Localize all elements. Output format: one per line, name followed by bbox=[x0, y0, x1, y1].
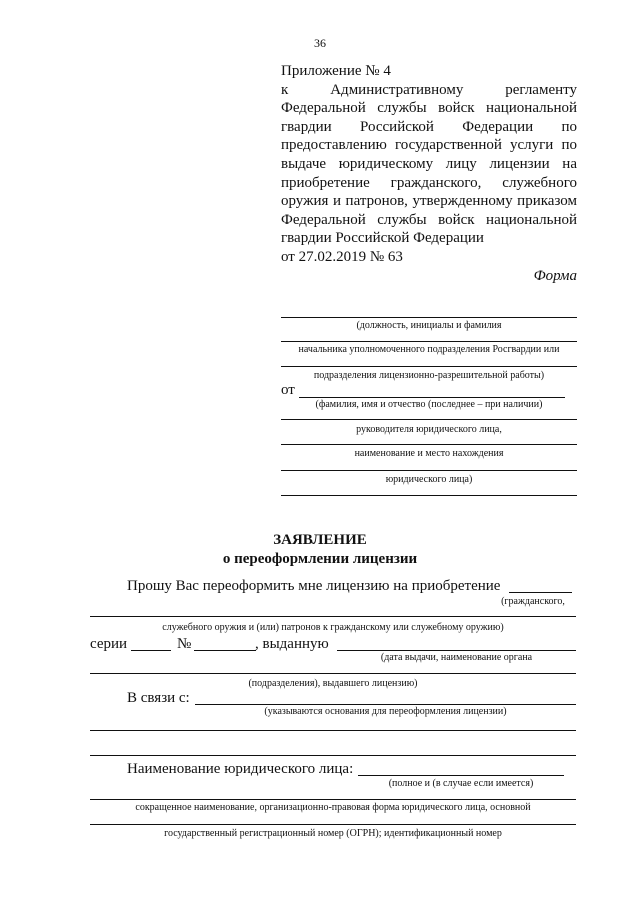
caption-reason: (указываются основания для переоформления лицензии) bbox=[264, 706, 507, 717]
reason-label: В связи с: bbox=[127, 690, 190, 706]
appendix-line: приобретение гражданского, служебного bbox=[281, 174, 577, 191]
appendix-block bbox=[281, 62, 577, 267]
appendix-line: к Административному регламенту bbox=[281, 81, 577, 98]
addressee-line-1[interactable] bbox=[281, 317, 577, 318]
number-label: № bbox=[177, 636, 192, 652]
document-subtitle: о переоформлении лицензии bbox=[222, 551, 418, 567]
caption-full-name: (полное и (в случае если имеется) bbox=[388, 778, 534, 789]
caption-civil: (гражданского, bbox=[501, 596, 565, 607]
appendix-line: Федеральной службы войск национальной bbox=[281, 100, 577, 117]
entity-line-2[interactable] bbox=[90, 799, 576, 800]
number-input-line[interactable] bbox=[194, 650, 256, 651]
appendix-line: гвардии Российской Федерации bbox=[281, 230, 484, 247]
reason-line-2[interactable] bbox=[90, 730, 576, 731]
series-label: серии bbox=[90, 636, 128, 652]
issuing-unit-line[interactable] bbox=[90, 673, 576, 674]
applicant-caption-entity: юридического лица) bbox=[385, 474, 473, 485]
addressee-line-2[interactable] bbox=[281, 341, 577, 342]
request-text: Прошу Вас переоформить мне лицензию на приобретение bbox=[127, 578, 501, 594]
entity-label: Наименование юридического лица: bbox=[127, 761, 354, 777]
applicant-line-3[interactable] bbox=[281, 444, 577, 445]
reason-input-line[interactable] bbox=[195, 704, 576, 705]
page-number: 36 bbox=[314, 36, 326, 50]
document-title: ЗАЯВЛЕНИЕ bbox=[273, 532, 367, 548]
entity-line-3[interactable] bbox=[90, 824, 576, 825]
series-input-line[interactable] bbox=[131, 650, 171, 651]
addressee-caption-position: (должность, инициалы и фамилия bbox=[356, 320, 502, 331]
applicant-line-4[interactable] bbox=[281, 470, 577, 471]
caption-weapon: служебного оружия и (или) патронов к гражданскому или служебному оружию) bbox=[162, 622, 504, 633]
applicant-name-line[interactable] bbox=[299, 397, 565, 398]
appendix-line: Федеральной службы войск национальной bbox=[281, 211, 577, 228]
applicant-line-5[interactable] bbox=[281, 495, 577, 496]
form-label: Форма bbox=[533, 268, 577, 284]
appendix-line: гвардии Российской Федерации по bbox=[281, 118, 577, 135]
reason-line-3[interactable] bbox=[90, 755, 576, 756]
applicant-caption-head: руководителя юридического лица, bbox=[356, 424, 502, 435]
caption-issue: (дата выдачи, наименование органа bbox=[380, 652, 533, 663]
addressee-caption-head: начальника уполномоченного подразделения Росгвардии или bbox=[298, 344, 560, 355]
caption-ogrn: государственный регистрационный номер (ОГРН); идентификационный номер bbox=[164, 828, 502, 839]
issued-label: , выданную bbox=[255, 636, 329, 652]
appendix-line: предоставлению государственной услуги по bbox=[281, 137, 577, 154]
license-type-line[interactable] bbox=[509, 592, 572, 593]
weapon-type-line[interactable] bbox=[90, 616, 576, 617]
entity-name-line[interactable] bbox=[358, 775, 564, 776]
applicant-caption-address: наименование и место нахождения bbox=[354, 448, 504, 459]
appendix-line: Приложение № 4 bbox=[281, 63, 391, 79]
addressee-caption-unit: подразделения лицензионно-разрешительной работы) bbox=[313, 370, 545, 381]
issued-by-line[interactable] bbox=[337, 650, 576, 651]
applicant-caption-name: (фамилия, имя и отчество (последнее – при наличии) bbox=[315, 399, 543, 410]
appendix-line: выдаче юридическому лицу лицензии на bbox=[281, 155, 577, 172]
applicant-line-2[interactable] bbox=[281, 419, 577, 420]
caption-short-name: сокращенное наименование, организационно-правовая форма юридического лица, основной bbox=[135, 802, 531, 813]
caption-unit: (подразделения), выдавшего лицензию) bbox=[248, 678, 418, 689]
appendix-line: от 27.02.2019 № 63 bbox=[281, 248, 403, 265]
from-label: от bbox=[281, 382, 295, 398]
addressee-line-3[interactable] bbox=[281, 366, 577, 367]
appendix-line: оружия и патронов, утвержденному приказом bbox=[281, 193, 577, 210]
